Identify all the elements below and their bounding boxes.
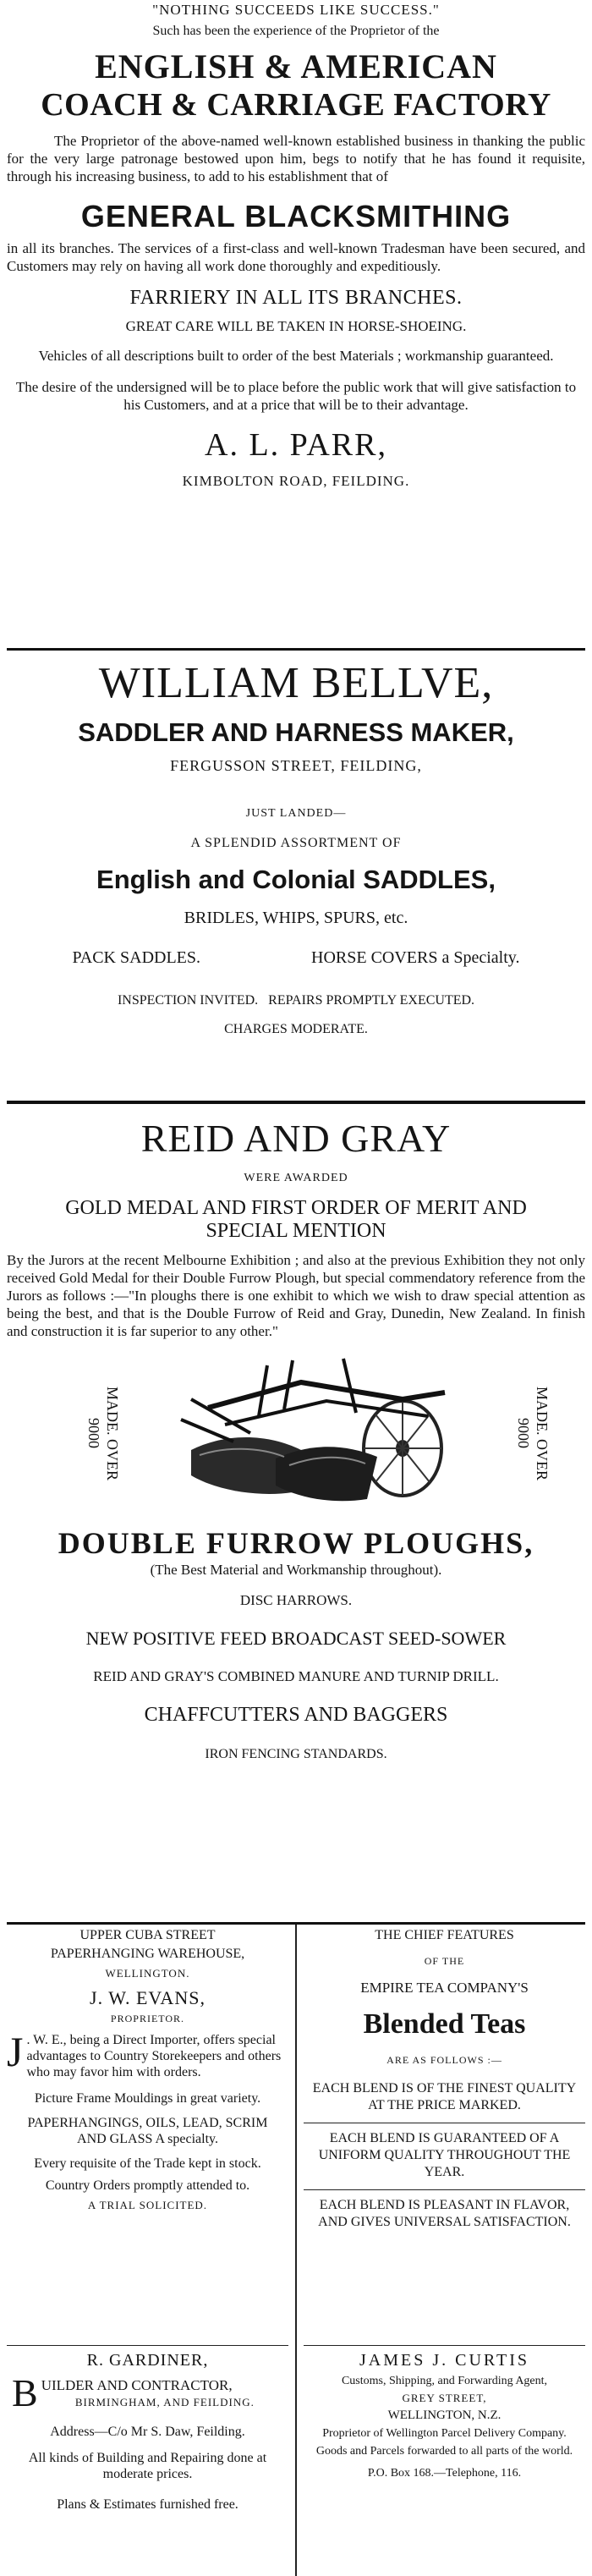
evans-advert bbox=[7, 1925, 288, 2345]
manure-drill: REID AND GRAY'S COMBINED MANURE AND TURNIP DRILL. bbox=[93, 1668, 499, 1684]
evans-name: J. W. EVANS, bbox=[90, 1987, 206, 2008]
parr-advert bbox=[7, 0, 585, 641]
tea-chief: THE CHIEF FEATURES bbox=[375, 1928, 514, 1942]
curtis-advert bbox=[304, 2346, 585, 2480]
newspaper-page bbox=[7, 0, 585, 2576]
horse-shoeing: GREAT CARE WILL BE TAKEN IN HORSE-SHOEING. bbox=[125, 318, 467, 334]
farriery: FARRIERY IN ALL ITS BRANCHES. bbox=[129, 287, 463, 309]
gardiner-kinds: All kinds of Building and Repairing done at moderate prices. bbox=[28, 2451, 267, 2481]
parr-body-1: The Proprietor of the above-named well-known established business in thanking the public for the very large patronage bestowed upon him, begs to notify that he has found it requisite, through his increasing business, to add to his establishment that of bbox=[7, 133, 585, 184]
reid-body: By the Jurors at the recent Melbourne Exhibition ; and also at the previous Exhibition they not only received Gold Medal for their Double Furrow Plough, but special commendatory reference from the Jurors as follows :—"In ploughs there is one exhibit to which we wish to draw special attention as being the best, and that is the Double Furrow of Reid and Gray, Dunedin, New Zealand. In finish and construction it is far superior to any other." bbox=[7, 1252, 585, 1339]
bellve-address: FERGUSSON STREET, FEILDING, bbox=[170, 757, 422, 774]
parr-name: A. L. PARR, bbox=[205, 427, 387, 463]
gold-medal: GOLD MEDAL AND FIRST ORDER OF MERIT AND SPECIAL MENTION bbox=[65, 1197, 527, 1242]
evans-body-block bbox=[7, 2028, 288, 2080]
evans-dropcap: J bbox=[7, 2028, 24, 2075]
evans-street: UPPER CUBA STREET bbox=[79, 1928, 216, 1942]
tea-feature-1: EACH BLEND IS OF THE FINEST QUALITY AT THE PRICE MARKED. bbox=[312, 2081, 577, 2112]
reid-gray-advert bbox=[7, 1104, 585, 1915]
heading-general-blacksmithing: GENERAL BLACKSMITHING bbox=[80, 199, 512, 233]
best-material: (The Best Material and Workmanship throughout). bbox=[150, 1562, 442, 1578]
gardiner-plans: Plans & Estimates furnished free. bbox=[57, 2497, 238, 2512]
parr-body-2: in all its branches. The services of a first-class and well-known Tradesman have been secured, and Customers may rely on having all work done thoroughly and expeditiously. bbox=[7, 240, 585, 274]
bellve-name: WILLIAM BELLVE, bbox=[98, 659, 494, 707]
bottom-columns bbox=[7, 1925, 585, 2576]
tea-follows: ARE AS FOLLOWS :— bbox=[386, 2054, 502, 2066]
divider bbox=[304, 2189, 585, 2190]
just-landed: JUST LANDED— bbox=[245, 807, 347, 820]
charges: CHARGES MODERATE. bbox=[224, 1022, 368, 1036]
gardiner-dropcap: B bbox=[12, 2371, 38, 2414]
chaffcutters: CHAFFCUTTERS AND BAGGERS bbox=[144, 1704, 448, 1726]
curtis-city: WELLINGTON, N.Z. bbox=[387, 2408, 502, 2422]
motto: "NOTHING SUCCEEDS LIKE SUCCESS." bbox=[152, 2, 440, 18]
horse-covers: HORSE COVERS a Specialty. bbox=[311, 948, 520, 967]
desire: The desire of the undersigned will be to place before the public work that will give satisfaction to his Customers, and at a price that will be to their advantage. bbox=[15, 379, 577, 413]
evans-every: Every requisite of the Trade kept in stock. bbox=[34, 2156, 261, 2171]
gardiner-trade-block bbox=[7, 2371, 288, 2416]
curtis-name: JAMES J. CURTIS bbox=[359, 2351, 530, 2370]
bellve-advert bbox=[7, 651, 585, 1096]
title-english-american: ENGLISH & AMERICAN bbox=[95, 47, 497, 85]
right-column bbox=[295, 1925, 585, 2576]
inspection: INSPECTION INVITED. REPAIRS PROMPTLY EXECUTED. bbox=[117, 993, 475, 1008]
curtis-agent: Customs, Shipping, and Forwarding Agent, bbox=[341, 2375, 548, 2387]
iron-fencing: IRON FENCING STANDARDS. bbox=[205, 1747, 387, 1761]
tea-company: EMPIRE TEA COMPANY'S bbox=[360, 1980, 529, 1996]
gardiner-name: R. GARDINER, bbox=[86, 2351, 209, 2370]
plough-illustration-row bbox=[7, 1348, 585, 1518]
gardiner-advert bbox=[7, 2346, 288, 2513]
evans-body: . W. E., being a Direct Importer, offers special advantages to Country Storekeepers and others who may favor him with orders. bbox=[26, 2033, 282, 2079]
curtis-goods: Goods and Parcels forwarded to all parts of the world. bbox=[315, 2445, 573, 2458]
pack-row bbox=[7, 948, 585, 968]
splendid-assortment: A SPLENDID ASSORTMENT OF bbox=[190, 836, 402, 850]
double-furrow-ploughs: DOUBLE FURROW PLOUGHS, bbox=[58, 1526, 534, 1560]
evans-city: WELLINGTON. bbox=[105, 1967, 190, 1980]
curtis-prop: Proprietor of Wellington Parcel Delivery Company. bbox=[322, 2427, 567, 2440]
evans-picture: Picture Frame Mouldings in great variety. bbox=[34, 2091, 261, 2106]
tea-of-the: OF THE bbox=[424, 1955, 465, 1967]
saddles: English and Colonial SADDLES, bbox=[96, 865, 496, 894]
evans-warehouse: PAPERHANGING WAREHOUSE, bbox=[50, 1947, 245, 1961]
parr-address: KIMBOLTON ROAD, FEILDING. bbox=[182, 473, 410, 489]
gardiner-address: Address—C/o Mr S. Daw, Feilding. bbox=[50, 2425, 245, 2439]
evans-trial: A TRIAL SOLICITED. bbox=[87, 2199, 208, 2211]
tea-feature-3: EACH BLEND IS PLEASANT IN FLAVOR, AND GIVES UNIVERSAL SATISFACTION. bbox=[318, 2198, 571, 2229]
made-over-right: MADE. OVER 9000 bbox=[515, 1386, 551, 1480]
gardiner-trade: UILDER AND CONTRACTOR, bbox=[41, 2377, 233, 2393]
pack-saddles: PACK SADDLES. bbox=[72, 948, 201, 967]
tea-feature-2: EACH BLEND IS GUARANTEED OF A UNIFORM QUALITY THROUGHOUT THE YEAR. bbox=[318, 2131, 571, 2179]
bridles: BRIDLES, WHIPS, SPURS, etc. bbox=[184, 909, 408, 927]
plough-engraving bbox=[174, 1348, 462, 1518]
made-over-left: MADE. OVER 9000 bbox=[85, 1386, 121, 1480]
intro: Such has been the experience of the Proprietor of the bbox=[152, 24, 440, 38]
reid-name: REID AND GRAY bbox=[140, 1117, 452, 1160]
evans-country: Country Orders promptly attended to. bbox=[45, 2178, 250, 2193]
disc-harrows: DISC HARROWS. bbox=[239, 1592, 353, 1608]
evans-paperhangings: PAPERHANGINGS, OILS, LEAD, SCRIM AND GLASS A specialty. bbox=[27, 2116, 268, 2146]
tea-blended: Blended Teas bbox=[363, 2008, 526, 2040]
gardiner-towns: BIRMINGHAM, AND FEILDING. bbox=[74, 2396, 255, 2408]
curtis-street: GREY STREET, bbox=[402, 2392, 487, 2404]
vehicles: Vehicles of all descriptions built to order of the best Materials ; workmanship guaranteed. bbox=[38, 348, 554, 364]
bellve-trade: SADDLER AND HARNESS MAKER, bbox=[78, 717, 514, 747]
evans-proprietor: PROPRIETOR. bbox=[110, 2013, 185, 2024]
tea-advert bbox=[304, 1925, 585, 2345]
were-awarded: WERE AWARDED bbox=[244, 1172, 348, 1184]
left-column bbox=[7, 1925, 295, 2576]
curtis-box: P.O. Box 168.—Telephone, 116. bbox=[367, 2467, 522, 2480]
seed-sower: NEW POSITIVE FEED BROADCAST SEED-SOWER bbox=[85, 1628, 507, 1649]
title-coach-factory: COACH & CARRIAGE FACTORY bbox=[41, 87, 551, 123]
